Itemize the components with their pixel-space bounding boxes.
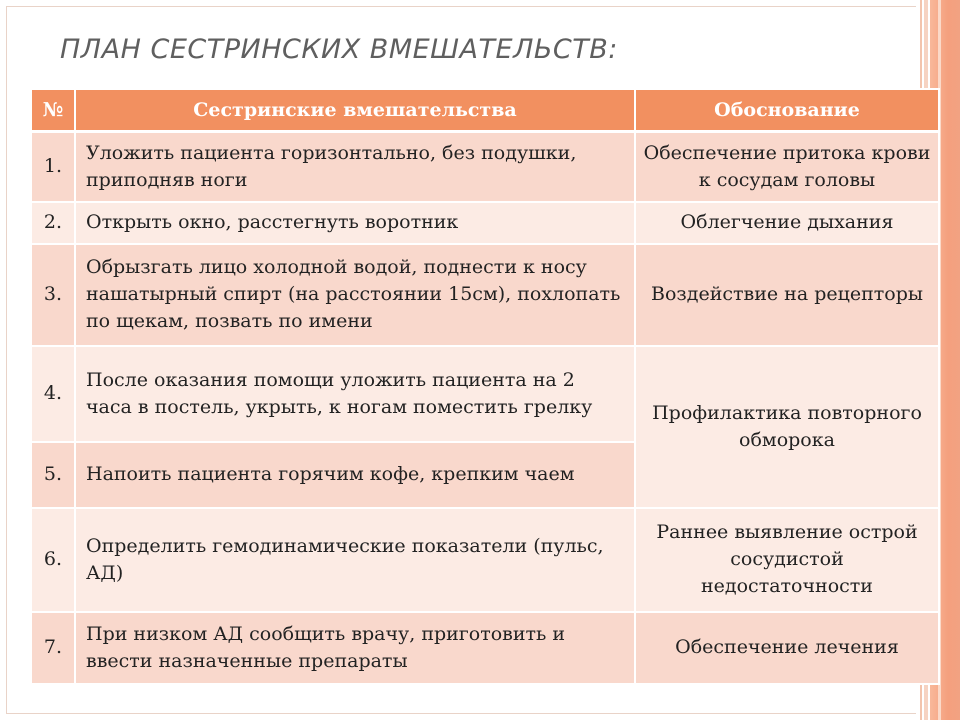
table-header-row — [31, 89, 939, 132]
row-number: 7. — [31, 612, 75, 684]
justification-cell: Воздействие на рецепторы — [635, 244, 939, 346]
row-number: 3. — [31, 244, 75, 346]
intervention-cell: Напоить пациента горячим кофе, крепким чаем — [75, 442, 635, 508]
intervention-cell: Открыть окно, расстегнуть воротник — [75, 202, 635, 244]
table-row — [31, 346, 939, 442]
intervention-cell: Уложить пациента горизонтально, без подушки, приподняв ноги — [75, 132, 635, 202]
row-number: 1. — [31, 132, 75, 202]
header-interventions: Сестринские вмешательства — [75, 89, 635, 132]
slide-title: ПЛАН СЕСТРИНСКИХ ВМЕШАТЕЛЬСТВ: — [60, 34, 618, 65]
row-number: 2. — [31, 202, 75, 244]
justification-cell: Профилактика повторного обморока — [635, 346, 939, 508]
table-row — [31, 244, 939, 346]
table-row — [31, 202, 939, 244]
justification-cell: Обеспечение лечения — [635, 612, 939, 684]
justification-cell: Облегчение дыхания — [635, 202, 939, 244]
row-number: 4. — [31, 346, 75, 442]
intervention-cell: Определить гемодинамические показатели (пульс, АД) — [75, 508, 635, 612]
intervention-cell: При низком АД сообщить врачу, приготовить и ввести назначенные препараты — [75, 612, 635, 684]
row-number: 6. — [31, 508, 75, 612]
intervention-cell: Обрызгать лицо холодной водой, поднести к носу нашатырный спирт (на расстоянии 15см), похлопать по щекам, позвать по имени — [75, 244, 635, 346]
intervention-cell: После оказания помощи уложить пациента на 2 часа в постель, укрыть, к ногам поместить грелку — [75, 346, 635, 442]
row-number: 5. — [31, 442, 75, 508]
table-row — [31, 612, 939, 684]
table-row — [31, 508, 939, 612]
table-row — [31, 132, 939, 202]
header-number: № — [31, 89, 75, 132]
header-justification: Обоснование — [635, 89, 939, 132]
justification-cell: Обеспечение притока крови к сосудам головы — [635, 132, 939, 202]
intervention-table — [30, 88, 940, 685]
justification-cell: Раннее выявление острой сосудистой недостаточности — [635, 508, 939, 612]
